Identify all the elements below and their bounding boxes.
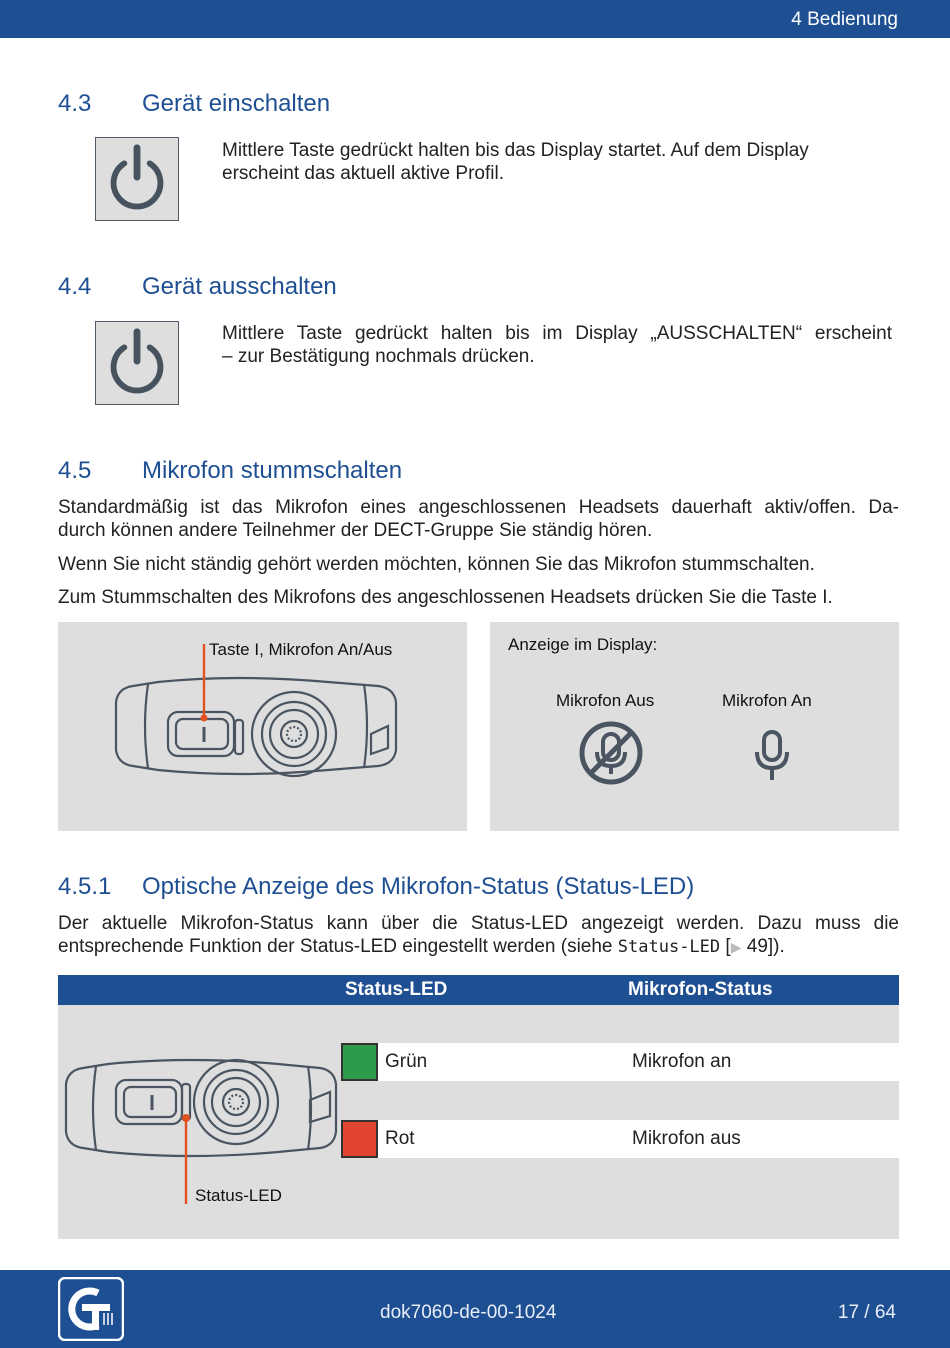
section-number: 4.5 (58, 457, 92, 484)
chapter-title: 4 Bedienung (791, 9, 898, 30)
company-logo (58, 1277, 124, 1341)
text-fragment: [ (720, 936, 731, 957)
text-line: Der aktuelle Mikrofon-Status kann über die Status-LED angezeigt werden. Dazu muss die (58, 913, 899, 934)
text-line: durch können andere Teilnehmer der DECT-Gruppe Sie ständig hören. (58, 520, 653, 541)
section-heading-4-5-1 (58, 873, 694, 901)
status-led-callout: Status-LED (195, 1186, 282, 1205)
text-fragment: entsprechende Funktion der Status-LED eingestellt werden (siehe (58, 936, 618, 957)
column-header: Status-LED (345, 979, 448, 1000)
section-title: Mikrofon stummschalten (142, 457, 403, 484)
device-led-illustration (58, 1040, 348, 1210)
section-number: 4.4 (58, 273, 92, 300)
mic-muted-icon (578, 720, 644, 786)
callout-label: Taste I, Mikrofon An/Aus (209, 640, 393, 659)
display-figure-title: Anzeige im Display: (508, 635, 658, 654)
table-cell: Mikrofon aus (632, 1128, 741, 1149)
section-title: Gerät ausschalten (142, 273, 337, 300)
section-heading-4-3 (58, 90, 330, 118)
text-fragment: ]). (767, 936, 785, 957)
section-heading-4-4 (58, 273, 337, 301)
paragraph (222, 322, 892, 368)
section-number: 4.5.1 (58, 873, 112, 900)
table-cell: Rot (385, 1128, 415, 1149)
page-reference: 49 (741, 936, 768, 957)
table-cell: Mikrofon an (632, 1051, 732, 1072)
paragraph (222, 139, 809, 185)
display-figure (490, 622, 899, 831)
triangle-right-icon: ▶ (730, 939, 742, 955)
page-footer (0, 1270, 950, 1348)
table-header (58, 975, 899, 1005)
text-line: erscheint das aktuell aktive Profil. (222, 163, 504, 184)
paragraph (58, 496, 899, 542)
cross-reference-link[interactable]: Status-LED (617, 937, 721, 957)
document-id: dok7060-de-00-1024 (380, 1302, 557, 1323)
column-header: Mikrofon-Status (628, 979, 773, 1000)
page-header (0, 0, 950, 38)
text-line: Standardmäßig ist das Mikrofon eines angeschlossenen Headsets dauerhaft aktiv/offen. Da- (58, 497, 899, 518)
text-line: Mittlere Taste gedrückt halten bis das Display startet. Auf dem Display (222, 140, 809, 161)
section-number: 4.3 (58, 90, 92, 117)
text-line (58, 935, 899, 959)
section-heading-4-5 (58, 457, 402, 485)
device-illustration (58, 622, 467, 831)
paragraph: Wenn Sie nicht ständig gehört werden möchten, können Sie das Mikrofon stummschalten. (58, 554, 815, 575)
mic-off-label: Mikrofon Aus (556, 691, 655, 710)
page-number: 17 / 64 (837, 1302, 896, 1323)
table-cell: Grün (385, 1051, 428, 1072)
section-title: Gerät einschalten (142, 90, 331, 117)
power-icon (95, 137, 179, 221)
paragraph: Zum Stummschalten des Mikrofons des angeschlossenen Headsets drücken Sie die Taste I. (58, 587, 833, 608)
text-line: Mittlere Taste gedrückt halten bis im Display „AUSSCHALTEN“ erscheint (222, 323, 892, 344)
section-title: Optische Anzeige des Mikrofon-Status (Status-LED) (142, 873, 695, 900)
device-figure (58, 622, 467, 831)
text-line: – zur Bestätigung nochmals drücken. (222, 346, 535, 367)
mic-icon (752, 728, 792, 784)
paragraph (58, 912, 899, 959)
power-icon (95, 321, 179, 405)
mic-on-label: Mikrofon An (722, 691, 812, 710)
